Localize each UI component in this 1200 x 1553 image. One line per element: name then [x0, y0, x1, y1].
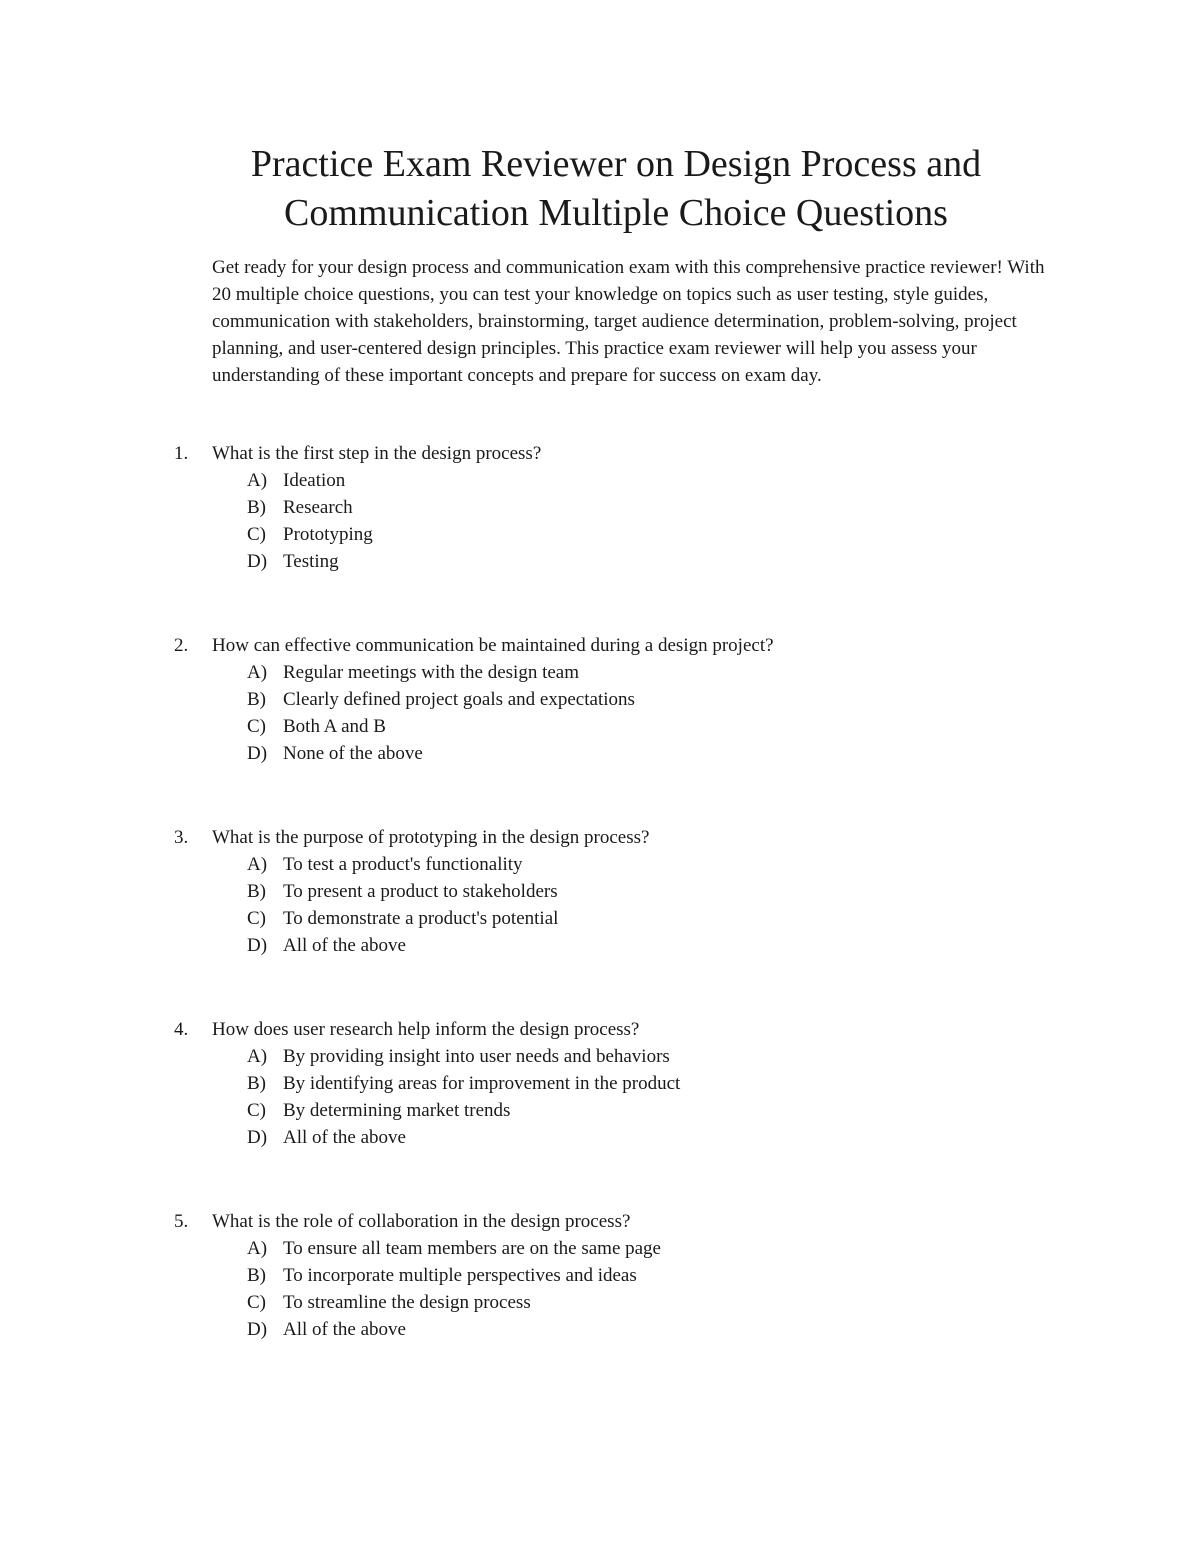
question-text: What is the first step in the design process? [212, 443, 542, 464]
option-text: Clearly defined project goals and expectations [283, 689, 635, 710]
question-text: How can effective communication be maintained during a design project? [212, 635, 774, 656]
question-number: 2. [174, 635, 189, 656]
option-text: Testing [283, 551, 339, 572]
question-2 [0, 632, 1200, 824]
option-letter: D) [247, 551, 268, 572]
question-number: 4. [174, 1019, 189, 1040]
option-c [0, 521, 1200, 548]
option-b [0, 494, 1200, 521]
option-text: All of the above [283, 935, 406, 956]
option-text: Research [283, 497, 353, 518]
option-letter: B) [247, 881, 266, 902]
question-text: How does user research help inform the design process? [212, 1019, 640, 1040]
option-d [0, 932, 1200, 959]
option-letter: A) [247, 470, 268, 491]
option-text: By identifying areas for improvement in the product [283, 1073, 681, 1094]
option-text: By providing insight into user needs and behaviors [283, 1046, 670, 1067]
question-1 [0, 440, 1200, 632]
question-number: 1. [174, 443, 189, 464]
option-text: To demonstrate a product's potential [283, 908, 559, 929]
option-letter: C) [247, 524, 266, 545]
option-b [0, 1262, 1200, 1289]
option-text: All of the above [283, 1127, 406, 1148]
option-letter: C) [247, 1100, 266, 1121]
option-text: Regular meetings with the design team [283, 662, 580, 683]
option-letter: A) [247, 1046, 268, 1067]
title-line-1: Practice Exam Reviewer on Design Process and [250, 143, 982, 185]
option-letter: B) [247, 1073, 266, 1094]
question-text: What is the purpose of prototyping in the design process? [212, 827, 650, 848]
option-letter: A) [247, 662, 268, 683]
question-list [0, 440, 1200, 1400]
option-a [0, 1043, 1200, 1070]
option-a [0, 659, 1200, 686]
option-b [0, 1070, 1200, 1097]
option-text: All of the above [283, 1319, 406, 1340]
option-letter: C) [247, 1292, 266, 1313]
intro-paragraph: Get ready for your design process and communication exam with this comprehensive practice reviewer! With 20 multiple choice questions, you can test your knowledge on topics such as user testing, style guides, communication with stakeholders, brainstorming, target audience determination, problem-solving, project planning, and user-centered design principles. This practice exam reviewer will help you assess your understanding of these important concepts and prepare for success on exam day. [212, 257, 1045, 386]
option-a [0, 851, 1200, 878]
option-list [0, 467, 1200, 575]
option-letter: B) [247, 1265, 266, 1286]
question-number: 5. [174, 1211, 189, 1232]
option-text: None of the above [283, 743, 423, 764]
option-c [0, 1289, 1200, 1316]
option-b [0, 686, 1200, 713]
option-list [0, 1043, 1200, 1151]
option-text: To present a product to stakeholders [283, 881, 558, 902]
option-letter: B) [247, 689, 266, 710]
option-letter: D) [247, 1319, 268, 1340]
option-letter: D) [247, 935, 268, 956]
option-letter: C) [247, 908, 266, 929]
option-text: Prototyping [283, 524, 373, 545]
option-letter: D) [247, 743, 268, 764]
option-letter: A) [247, 854, 268, 875]
option-text: Ideation [283, 470, 346, 491]
question-4 [0, 1016, 1200, 1208]
option-letter: D) [247, 1127, 268, 1148]
option-text: Both A and B [283, 716, 386, 737]
page-title [200, 140, 1032, 238]
option-letter: A) [247, 1238, 268, 1259]
option-text: To ensure all team members are on the same page [283, 1238, 661, 1259]
option-c [0, 1097, 1200, 1124]
option-c [0, 713, 1200, 740]
question-number: 3. [174, 827, 189, 848]
option-letter: B) [247, 497, 266, 518]
option-text: To incorporate multiple perspectives and ideas [283, 1265, 637, 1286]
option-d [0, 1124, 1200, 1151]
option-list [0, 851, 1200, 959]
option-text: By determining market trends [283, 1100, 511, 1121]
option-d [0, 740, 1200, 767]
option-b [0, 878, 1200, 905]
option-d [0, 548, 1200, 575]
option-d [0, 1316, 1200, 1343]
question-5 [0, 1208, 1200, 1400]
question-text: What is the role of collaboration in the design process? [212, 1211, 631, 1232]
option-list [0, 1235, 1200, 1343]
option-text: To test a product's functionality [283, 854, 523, 875]
option-list [0, 659, 1200, 767]
question-3 [0, 824, 1200, 1016]
option-text: To streamline the design process [283, 1292, 531, 1313]
option-c [0, 905, 1200, 932]
option-a [0, 1235, 1200, 1262]
option-letter: C) [247, 716, 266, 737]
title-line-2: Communication Multiple Choice Questions [284, 192, 948, 234]
option-a [0, 467, 1200, 494]
